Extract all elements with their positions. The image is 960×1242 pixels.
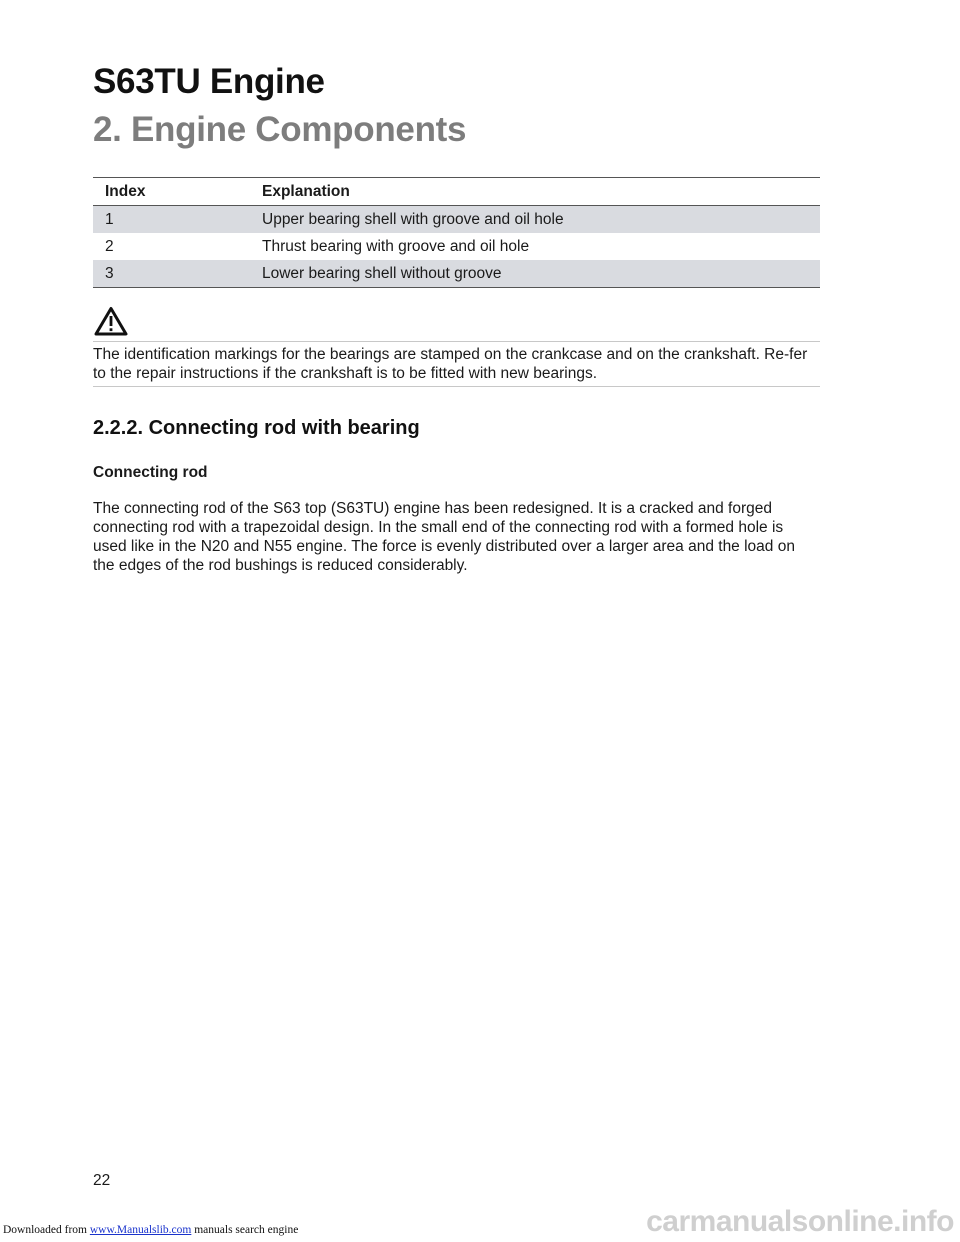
section-heading: 2.2.2. Connecting rod with bearing <box>93 417 420 439</box>
index-table <box>93 177 820 288</box>
footer-link[interactable]: www.Manualslib.com <box>89 1224 192 1236</box>
body-paragraph: The connecting rod of the S63 top (S63TU) engine has been redesigned. It is a cracked and forged connecting rod with a trapezoidal design. In the small end of the connecting rod with a formed hole is used like in the N20 and N55 engine. The force is evenly distributed over a larger area and the load on the edges of the rod bushings is reduced considerably. <box>93 500 795 574</box>
divider <box>93 386 820 387</box>
table-cell-explanation: Lower bearing shell without groove <box>250 260 820 288</box>
page-title: S63TU Engine <box>93 62 325 101</box>
column-header-explanation: Explanation <box>250 178 820 206</box>
footer-prefix: Downloaded from <box>3 1224 87 1236</box>
table-cell-index: 2 <box>105 237 114 255</box>
column-header-index: Index <box>93 178 250 206</box>
table-cell-explanation: Upper bearing shell with groove and oil hole <box>250 206 820 234</box>
table-row <box>93 206 820 234</box>
sub-heading: Connecting rod <box>93 464 208 481</box>
table-header-row <box>93 178 820 206</box>
table-cell-index: 3 <box>93 260 250 288</box>
page-number: 22 <box>93 1172 111 1189</box>
watermark: carmanualsonline.info <box>646 1205 954 1238</box>
warning-triangle-icon <box>94 306 128 336</box>
table-cell-explanation: Thrust bearing with groove and oil hole <box>262 237 530 255</box>
table-cell-index: 1 <box>93 206 250 234</box>
warning-text: The identification markings for the bearings are stamped on the crankcase and on the crankshaft. Re-fer to the repair instructions if the crankshaft is to be fitted with new bearings. <box>93 346 808 382</box>
footer-suffix: manuals search engine <box>194 1224 299 1236</box>
footer-note <box>3 1224 298 1236</box>
table-row <box>93 233 820 260</box>
table-row <box>93 260 820 288</box>
chapter-title: 2. Engine Components <box>93 110 467 149</box>
divider <box>93 341 820 342</box>
